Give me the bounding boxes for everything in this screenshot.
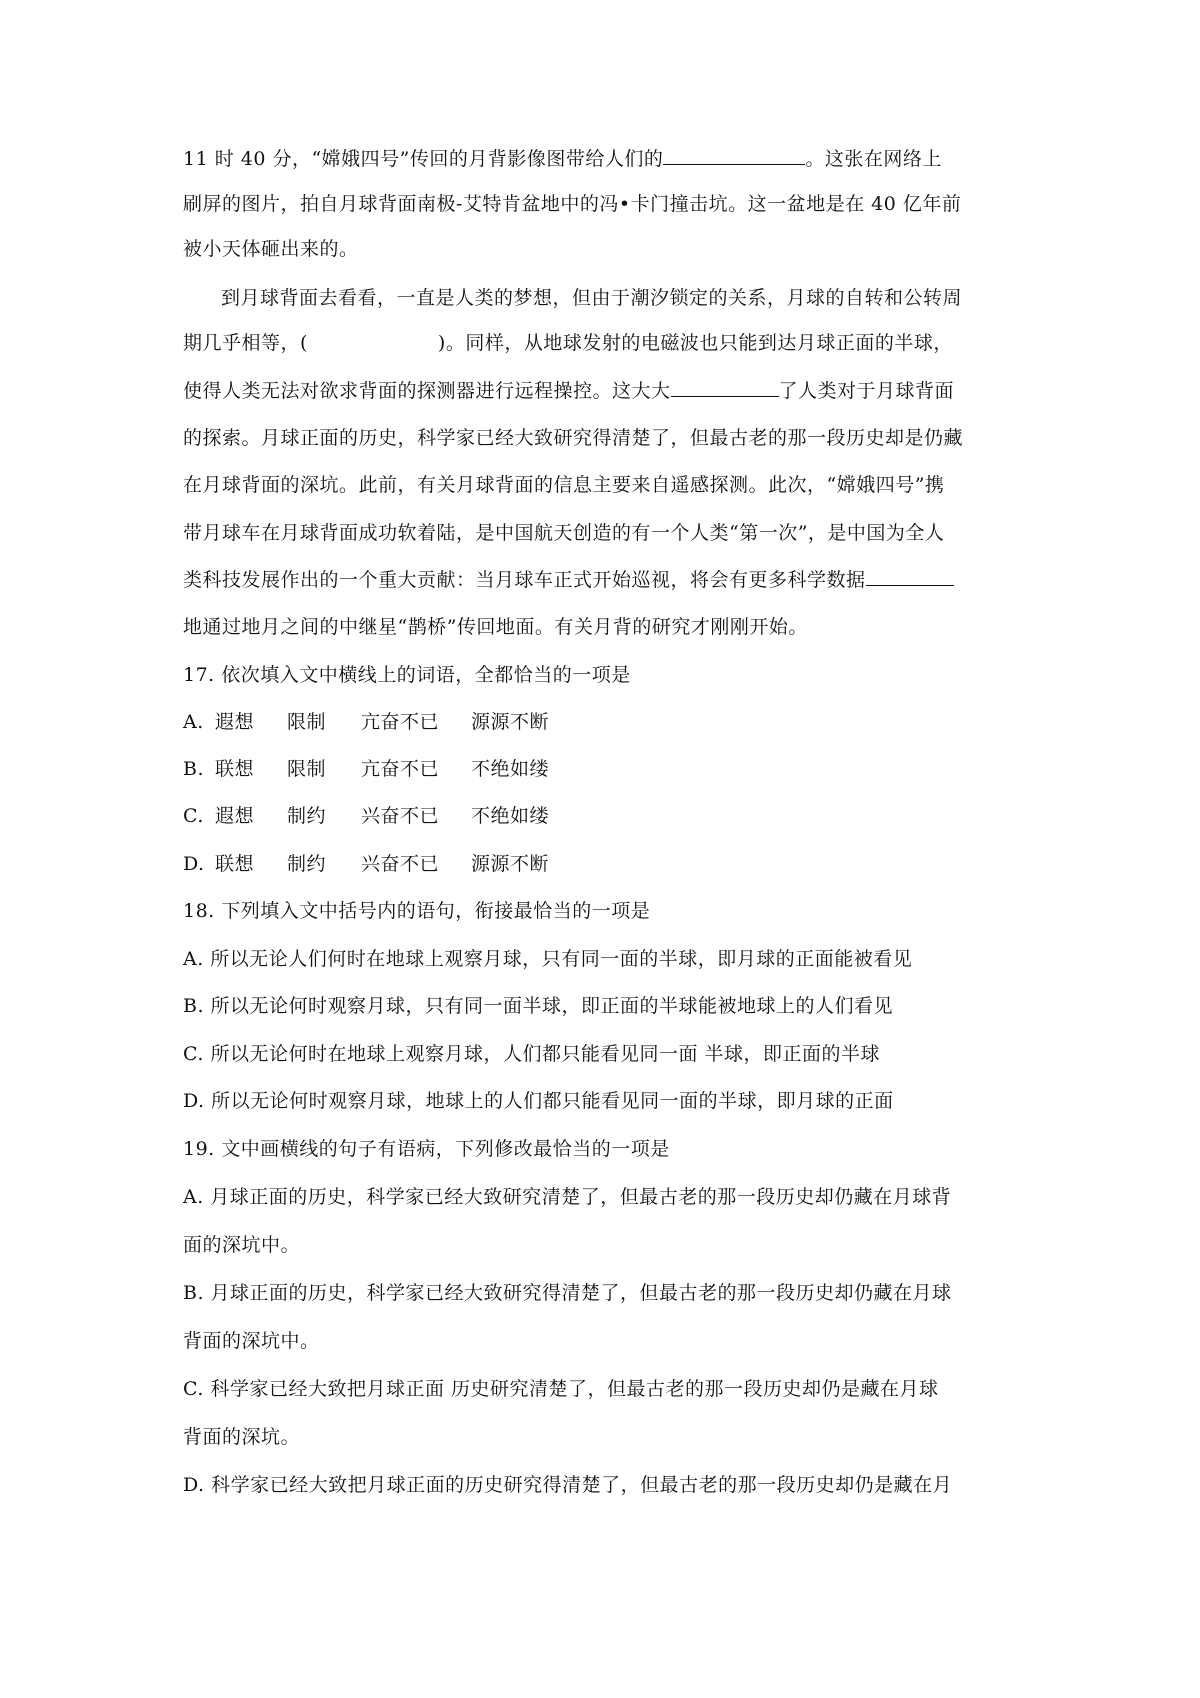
option-row: C. 所以无论何时在地球上观察月球，人们都只能看见同一面 半球，即正面的半球 xyxy=(183,1043,880,1065)
option-row xyxy=(183,851,549,877)
option-word: 源源不断 xyxy=(471,711,550,733)
question-stem: 17. 依次填入文中横线上的词语，全都恰当的一项是 xyxy=(183,664,631,686)
option-row xyxy=(183,709,549,735)
option-word: 亢奋不已 xyxy=(361,758,440,780)
option-word: 兴奋不已 xyxy=(361,853,440,875)
passage-line: 带月球车在月球背面成功软着陆，是中国航天创造的有一个人类“第一次”，是中国为全人 xyxy=(183,522,945,544)
passage-line xyxy=(183,330,953,356)
passage-text: 期几乎相等，( xyxy=(183,332,308,354)
passage-text: 11 时 40 分，“嫦娥四号”传回的月背影像图带给人们的 xyxy=(183,148,664,170)
option-row: A. 所以无论人们何时在地球上观察月球，只有同一面的半球，即月球的正面能被看见 xyxy=(183,948,913,970)
passage-line: 刷屏的图片，拍自月球背面南极-艾特肯盆地中的冯•卡门撞击坑。这一盆地是在 40 亿年前 xyxy=(183,193,962,215)
passage-line: 地通过地月之间的中继星“鹊桥”传回地面。有关月背的研究才刚刚开始。 xyxy=(183,616,808,638)
question-stem: 18. 下列填入文中括号内的语句，衔接最恰当的一项是 xyxy=(183,900,651,922)
option-word: 兴奋不已 xyxy=(361,805,440,827)
passage-line xyxy=(183,378,954,404)
option-word: 限制 xyxy=(287,758,327,780)
passage-line: 的探索。月球正面的历史，科学家已经大致研究得清楚了，但最古老的那一段历史却是仍藏 xyxy=(183,427,964,449)
passage-line: 被小天体砸出来的。 xyxy=(183,238,359,260)
option-word: 遐想 xyxy=(215,805,255,827)
option-word: 制约 xyxy=(287,853,327,875)
passage-line: 在月球背面的深坑。此前，有关月球背面的信息主要来自遥感探测。此次，“嫦娥四号”携 xyxy=(183,474,945,496)
option-row xyxy=(183,803,549,829)
option-row xyxy=(183,756,549,782)
option-row: B. 月球正面的历史，科学家已经大致研究得清楚了，但最古老的那一段历史却仍藏在月球 xyxy=(183,1282,952,1304)
passage-text: 类科技发展作出的一个重大贡献：当月球车正式开始巡视，将会有更多科学数据 xyxy=(183,569,866,591)
option-word: 遐想 xyxy=(215,711,255,733)
option-letter: A. xyxy=(183,711,204,733)
option-word: 限制 xyxy=(287,711,327,733)
fill-blank xyxy=(866,567,954,586)
passage-text: 了人类对于月球背面 xyxy=(778,380,955,402)
option-word: 联想 xyxy=(215,853,255,875)
passage-line: 到月球背面去看看，一直是人类的梦想，但由于潮汐锁定的关系，月球的自转和公转周 xyxy=(221,287,963,309)
option-word: 不绝如缕 xyxy=(471,758,550,780)
option-row: 背面的深坑。 xyxy=(183,1426,301,1448)
option-row: B. 所以无论何时观察月球，只有同一面半球，即正面的半球能被地球上的人们看见 xyxy=(183,995,894,1017)
passage-text: )。同样，从地球发射的电磁波也只能到达月球正面的半球， xyxy=(437,332,953,354)
fill-blank xyxy=(671,378,779,397)
passage-line xyxy=(183,567,954,593)
option-letter: B. xyxy=(183,758,205,780)
option-word: 亢奋不已 xyxy=(361,711,440,733)
option-word: 联想 xyxy=(215,758,255,780)
passage-line xyxy=(183,146,942,172)
option-row: C. 科学家已经大致把月球正面 历史研究清楚了，但最古老的那一段历史却仍是藏在月球 xyxy=(183,1378,939,1400)
option-letter: C. xyxy=(183,805,204,827)
option-word: 不绝如缕 xyxy=(471,805,550,827)
option-row: 背面的深坑中。 xyxy=(183,1330,320,1352)
option-word: 源源不断 xyxy=(471,853,550,875)
option-row: A. 月球正面的历史，科学家已经大致研究清楚了，但最古老的那一段历史却仍藏在月球背 xyxy=(183,1186,952,1208)
passage-text: 使得人类无法对欲求背面的探测器进行远程操控。这大大 xyxy=(183,380,671,402)
question-stem: 19. 文中画横线的句子有语病，下列修改最恰当的一项是 xyxy=(183,1138,670,1160)
passage-text: 。这张在网络上 xyxy=(805,148,942,170)
option-row: D. 科学家已经大致把月球正面的历史研究得清楚了，但最古老的那一段历史却仍是藏在月 xyxy=(183,1474,953,1496)
option-row: D. 所以无论何时观察月球，地球上的人们都只能看见同一面的半球，即月球的正面 xyxy=(183,1090,894,1112)
option-letter: D. xyxy=(183,853,205,875)
option-word: 制约 xyxy=(287,805,327,827)
option-row: 面的深坑中。 xyxy=(183,1234,301,1256)
fill-blank xyxy=(663,146,805,165)
